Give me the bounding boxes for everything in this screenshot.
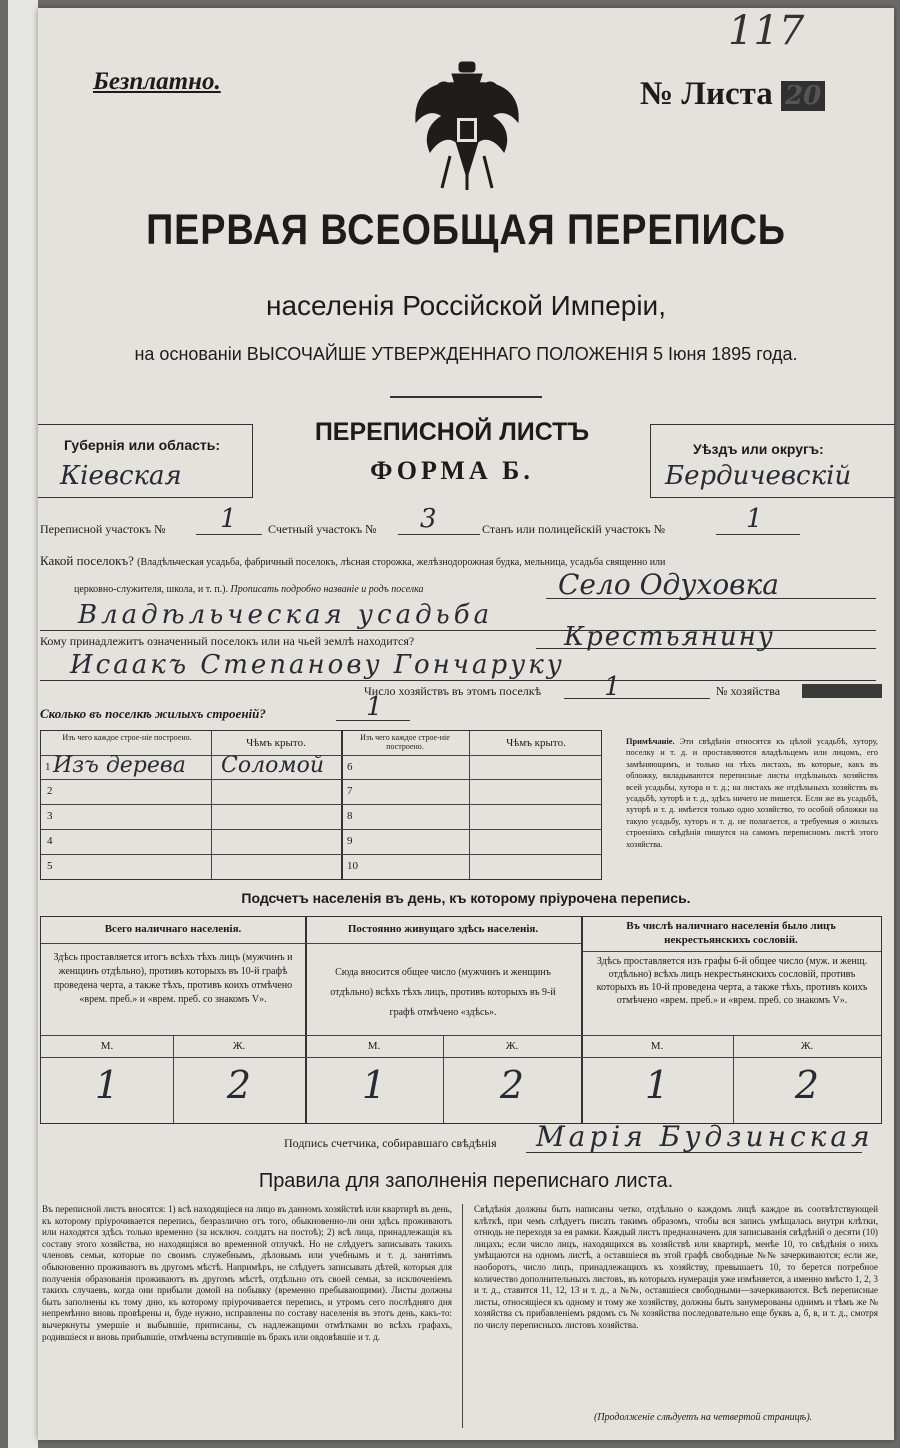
note-title: Примѣчаніе. [626, 737, 675, 746]
census-form-page [38, 8, 894, 1440]
col-material-header: Изъ чего каждое строе-ніе построено. [62, 733, 192, 742]
poselok-label: Какой поселокъ? [40, 553, 134, 568]
col-roof-header-2: Чѣмъ крыто. [506, 737, 566, 749]
sheet-number-label: № Листа [640, 76, 773, 112]
form-b-label: ФОРМА Б. [370, 456, 534, 485]
double-headed-eagle-icon [410, 60, 524, 192]
permanent-female-value: 2 [499, 1063, 525, 1107]
col-roof-header: Чѣмъ крыто. [246, 737, 306, 749]
buildings-table [40, 730, 602, 880]
basis-line: на основаніи ВЫСОЧАЙШЕ УТВЕРЖДЕННАГО ПОЛОЖЕНІЯ 5 Іюня 1895 года. [134, 344, 798, 364]
schetny-label: Счетный участокъ № [268, 522, 377, 536]
poselok-note: (Владѣльческая усадьба, фабричный поселокъ, лѣсная сторожка, желѣзнодорожная будка, мельница, усадьба священно или [137, 557, 666, 568]
guberniya-box [38, 424, 253, 498]
note-block [626, 736, 878, 850]
rules-right-column: Свѣдѣнія должны быть написаны четко, отдѣльно о каждомъ лицѣ каждое въ соотвѣтствующей клѣткѣ, при чемъ слѣдуетъ писать такимъ образомъ, чтобы вся запись умѣщалась внутри клѣтки, отнюдь не переходя за ея рамки. Каждый листъ предназначенъ для записыванія свѣдѣній о десяти (10) лицахъ; если число лицъ, находящихся въ хозяйствѣ или квартирѣ, менѣе 10, то свѣдѣнія о нихъ умѣщаются на одномъ листѣ, а оставшіеся въ этой графѣ свободные №№ зачеркиваются; если же, наоборотъ, число лицъ, принадлежащихъ къ хозяйству, превышаетъ 10, то берется потребное количество дополнительныхъ листовъ, въ которыхъ нумерація уже измѣняется, а именно вмѣсто 1, 2, 3 и т. д., ставится 11, 12, 13 и т. д., а №№, оставшіеся свободными—зачеркиваются. Всѣ переписные листы, относящіеся къ одному и тому же хозяйству, должны быть занумерованы однимъ и тѣмъ же № хозяйства съ прибавленіемъ рядомъ съ № хозяйства последовательно еще буквъ а, б, в, и т. д., смотря по числу переписныхъ листовъ хозяйства. [474, 1204, 878, 1330]
poselok-note-cont [74, 584, 424, 595]
stan-label: Станъ или полицейскій участокъ № [482, 522, 666, 536]
perepisnoy-value: 1 [220, 504, 237, 534]
poselok-question [40, 553, 665, 569]
poselok-value-1: Село Одуховка [558, 568, 779, 601]
male-label: М. [650, 1040, 664, 1052]
subtitle: населенія Россійской Имперіи, [266, 290, 666, 321]
archive-number: 117 [728, 8, 805, 54]
count-col3-title: Въ числѣ наличнаго населенія было лицъ некрестьянскихъ сословій. [626, 920, 836, 946]
buildings-label: Сколько въ поселкѣ жилыхъ строеній? [40, 706, 266, 721]
col-material-header-2: Изъ чего каждое строе-ніе построено. [360, 733, 450, 751]
free-label: Безплатно. [93, 68, 221, 95]
guberniya-label: Губернія или область: [64, 437, 221, 453]
facing-page-edge [8, 0, 38, 1448]
row-number: 10 [347, 860, 358, 872]
perepisnoy-label: Переписной участокъ № [40, 522, 166, 536]
row-number: 2 [47, 785, 53, 797]
owner-label: Кому принадлежитъ означенный поселокъ или на чьей землѣ находится? [40, 634, 415, 648]
count-col2-title: Постоянно живущаго здѣсь населенія. [347, 923, 539, 935]
owner-value-1: Крестьянину [564, 622, 775, 652]
row1-roof: Соломой [221, 753, 324, 778]
count-col2-text: Сюда вносится общее число (мужчинъ и женщинъ отдѣльно) всѣхъ тѣхъ лицъ, противъ которыхъ въ 9-й графѣ отмѣчено «здѣсь». [330, 967, 556, 1018]
row-number: 8 [347, 810, 353, 822]
count-col1-text: Здѣсь проставляется итогъ всѣхъ тѣхъ лицъ (мужчинъ и женщинъ отдѣльно), противъ которыхъ въ 10-й графѣ проведена черта, а также тѣхъ, противъ коихъ отмѣчено «врем. преб.» и «врем. преб. со знакомъ V». [53, 952, 293, 1005]
male-label: М. [367, 1040, 381, 1052]
sheet-title: ПЕРЕПИСНОЙ ЛИСТЪ [314, 418, 590, 446]
noncrestian-male-value: 1 [644, 1063, 670, 1107]
row-number: 4 [47, 835, 53, 847]
households-value: 1 [604, 672, 621, 702]
rules-continued: (Продолженіе слѣдуетъ на четвертой страницѣ). [594, 1412, 813, 1423]
row-number: 3 [47, 810, 53, 822]
row-number: 5 [47, 860, 53, 872]
row1-material: Изъ дерева [53, 753, 186, 778]
row-number: 9 [347, 835, 353, 847]
row-number: 6 [347, 761, 353, 773]
households-label: Число хозяйствъ въ этомъ поселкѣ [364, 684, 542, 698]
schetny-value: 3 [420, 504, 437, 534]
present-female-value: 2 [226, 1063, 252, 1107]
title-divider [390, 396, 542, 398]
uezd-value: Бердичевскій [665, 461, 852, 491]
sheet-number [640, 76, 825, 113]
sheet-number-value: 20 [781, 81, 825, 111]
note-text: Эти свѣдѣнія относятся къ цѣлой усадьбѣ, хутору, поселку и т. д. и проставляются владѣльцемъ или лицомъ, его замѣняющимъ, и только на тѣхъ листахъ, въ которые, какъ въ обложку, вкладываются переписные листы отдѣльныхъ хозяйствъ всей усадьбы, хутора и т. д.; на листахъ же отдѣльныхъ хозяйствъ въ усадьбѣ, хуторѣ и т. д., здѣсь ничего не пишется. Если же въ усадьбѣ, хуторѣ и т. д. имѣется только одно хозяйство, то особой обложки на такую усадьбу, хуторъ и т. д. не полагается, а требуемыя о жилыхъ строеніяхъ свѣдѣнія пишутся на самомъ переписномъ листѣ этого хозяйства. [626, 737, 879, 849]
male-label: М. [100, 1040, 114, 1052]
poselok-value-2: Владѣльческая усадьба [78, 600, 494, 630]
present-male-value: 1 [94, 1063, 120, 1107]
poselok-instruction: Прописать подробно названіе и родъ поселка [230, 584, 424, 595]
count-col1-title: Всего наличнаго населенія. [104, 923, 242, 935]
female-label: Ж. [232, 1040, 246, 1052]
rules-left-column: Въ переписной листъ вносятся: 1) всѣ находящіеся на лицо въ данномъ хозяйствѣ или квартирѣ въ день, къ которому пріурочивается перепись, безразлично отъ того, обыкновенно-ли они здѣсь проживаютъ или находятся здѣсь только временно (за исключ. солдатъ на постоѣ); 2) всѣ лица, принадлежащія къ составу этого хозяйства, но находящіяся во временной отлучкѣ. Но не слѣдуетъ записывать такихъ членовъ семьи, которые по своимъ служебнымъ, дѣловымъ или учебнымъ и т. д. занятіямъ обыкновенно проживаютъ въ другомъ мѣстѣ. Напримѣръ, не слѣдуетъ записывать дѣтей, которыя для полученія образованія проживаютъ въ другомъ мѣстѣ, отдѣльно отъ своей семьи, за исключеніемъ такихъ случаевъ, когда они прибыли домой на побывку (временно пребывающими). Листы должны быть заполнены къ тому дню, къ которому пріурочивается перепись, и утромъ сего послѣдняго дня непремѣнно вновь провѣрены и, буде нужно, исправлены по составу населенія въ этотъ день, какъ-то: вычеркнуты умершіе и выбывшіе, приписаны, съ надлежащими отмѣтками во всѣхъ графахъ, родившіеся и вновь прибывшіе, отмѣчены вступившіе въ бракъ или овдовѣвшіе и т. д. [42, 1204, 452, 1342]
count-col3-text: Здѣсь проставляется изъ графы 6-й общее число (муж. и женщ. отдѣльно) всѣхъ лицъ некрестьянскихъ сословій, противъ которыхъ въ 10-й проведена черта, а также тѣхъ, противъ коихъ отмѣчено «врем. преб.» и «врем. преб. со знакомъ V». [596, 956, 868, 1006]
rules-title: Правила для заполненія переписнаго листа. [258, 1170, 674, 1192]
row-number: 7 [347, 785, 353, 797]
uezd-box [650, 424, 895, 498]
count-title: Подсчетъ населенія въ день, къ которому пріурочена перепись. [241, 890, 691, 906]
population-count-table [40, 916, 882, 1124]
signature-label: Подпись счетчика, собиравшаго свѣдѣнія [284, 1136, 497, 1150]
household-number-label: № хозяйства [716, 684, 781, 698]
household-number-redacted [802, 684, 882, 698]
noncrestian-female-value: 2 [794, 1063, 820, 1107]
stan-value: 1 [746, 504, 763, 534]
uezd-label: Уѣздъ или округъ: [693, 441, 824, 457]
poselok-note2: церковно-служителя, школа, и т. п.). [74, 584, 228, 595]
female-label: Ж. [505, 1040, 519, 1052]
guberniya-value: Кіевская [60, 461, 182, 491]
signature-value: Марія Будзинская [536, 1120, 874, 1153]
permanent-male-value: 1 [361, 1063, 387, 1107]
owner-value-2: Исаакъ Степанову Гончаруку [70, 650, 565, 680]
buildings-value: 1 [366, 692, 383, 722]
female-label: Ж. [800, 1040, 814, 1052]
main-title: ПЕРВАЯ ВСЕОБЩАЯ ПЕРЕПИСЬ [146, 206, 786, 254]
row-number: 1 [45, 761, 51, 773]
